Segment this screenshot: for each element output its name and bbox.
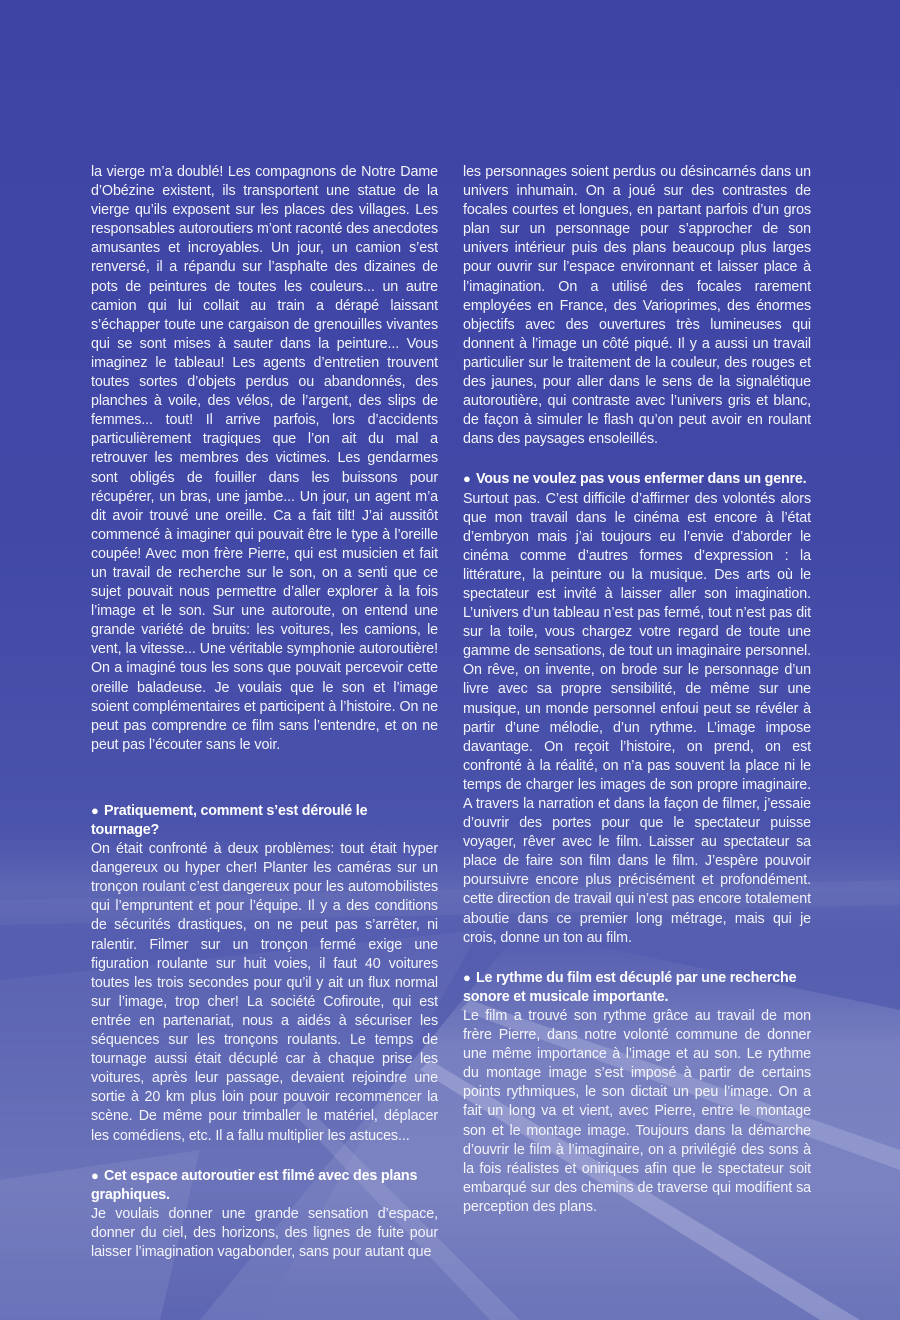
intro-paragraph: la vierge m’a doublé! Les compagnons de Notre Dame d’Obézine existent, ils transportent une statue de la vierge qu’ils exposent sur les places des villages. Les responsables autoroutiers m’ont raconté des anecdotes amusantes et incroyables. Un jour, un camion s’est renversé, il a répandu sur l’asphalte des dizaines de pots de peintures de toutes les couleurs... un autre camion qui lui collait au train a dérapé laissant s’échapper toute une cargaison de grenouilles vivantes qui se sont mises à sauter dans la peinture... Vous imaginez le tableau! Les agents d’entretien trouvent toutes sortes d’objets perdus ou abandonnés, des planches à voile, des vélos, de l’argent, des slips de femmes... tout! Il arrive parfois, lors d’accidents particulièrement tragiques que l’on ait du mal a retrouver les membres des victimes. Les gendarmes sont obligés de fouiller dans les buissons pour récupérer, un bras, une jambe... Un jour, un agent m’a dit avoir trouvé une oreille. Ca a fait tilt! J’ai aussitôt commencé à imaginer qui pouvait être le type à l’oreille coupée! Avec mon frère Pierre, qui est musicien et fait un travail de recherche sur le son, on a senti que ce sujet pouvait nous permettre d’aller explorer à la fois l’image et le son. Sur une autoroute, on entend une grande variété de bruits: les voitures, les camions, le vent, la vitesse... Une véritable symphonie autoroutière! On a imaginé tous les sons que pouvait percevoir cette oreille baladeuse. Je voulais que le son et l’image soient complémentaires et participent à l’histoire. On ne peut pas comprendre ce film sans l’entendre, et on ne peut pas l’écouter sans le voir. bbox=[91, 164, 438, 753]
continuation-paragraph: les personnages soient perdus ou désincarnés dans un univers inhumain. On a joué sur des contrastes de focales courtes et longues, en partant parfois d’un gros plan sur un personnage pour s’approcher de son univers intérieur puis des plans beaucoup plus larges pour ouvrir sur l’espace environnant et laisser place à l’imagination. On a utilisé des focales rarement employées en France, des Varioprimes, des énormes objectifs avec des ouvertures très lumineuses qui donnent à l’image un côté piqué. Il y a aussi un travail particulier sur le traitement de la couleur, des rouges et des jaunes, pour aller dans le sens de la signalétique autoroutière, qui contraste avec l’univers gris et blanc, de façon à simuler le flash qu’on peut avoir en roulant dans des paysages ensoleillés. bbox=[463, 164, 811, 448]
bullet-icon: ● bbox=[91, 1167, 99, 1183]
bullet-icon: ● bbox=[463, 471, 471, 487]
answer-paragraph: Je voulais donner une grande sensation d’espace, donner du ciel, des horizons, des lignes de fuite pour laisser l’imagination vagabonder, sans pour autant que bbox=[91, 1205, 438, 1260]
question-heading bbox=[91, 1166, 438, 1205]
bullet-icon: ● bbox=[463, 969, 471, 985]
answer-paragraph: On était confronté à deux problèmes: tout était hyper dangereux ou hyper cher! Planter les caméras sur un tronçon roulant c’est dangereux pour les automobilistes qui l’empruntent et pour l’équipe. Il y a des conditions de sécurités drastiques, on ne peut pas s’arrêter, ni ralentir. Filmer sur un tronçon fermé exige une figuration roulante sur huit voies, il faut 40 voitures toutes les trois secondes pour qu’il y ait un flux normal sur l’image, trop cher! La société Cofiroute, qui est entrée en partenariat, nous a aidés à sécuriser les séquences sur les tronçons roulants. Le temps de tournage aussi était décuplé car à chaque prise les voitures, après leur passage, devaient rejoindre une sortie à 20 km plus loin pour pouvoir recommencer la scène. De même pour trimballer le matériel, déplacer les comédiens, etc. Il a fallu multiplier les astuces... bbox=[91, 841, 438, 1144]
question-text: Pratiquement, comment s’est déroulé le tournage? bbox=[91, 802, 368, 838]
question-heading bbox=[91, 801, 438, 840]
question-text: Le rythme du film est décuplé par une recherche sonore et musicale importante. bbox=[463, 969, 797, 1005]
question-text: Cet espace autoroutier est filmé avec des plans graphiques. bbox=[91, 1167, 418, 1203]
left-column bbox=[91, 163, 438, 1262]
answer-paragraph: Le film a trouvé son rythme grâce au travail de mon frère Pierre, dans notre volonté commune de donner une même importance à l’image et au son. Le rythme du montage image s’est imposé à partir de certains points rythmiques, le son dictait un peu l’image. On a fait un long va et vient, avec Pierre, entre le montage son et le montage image. Toujours dans la démarche d’ouvrir le film à l’imaginaire, on a privilégié des sons à la fois réalistes et oniriques afin que le spectateur soit embarqué sur des chemins de traverse qui modifient sa perception des plans. bbox=[463, 1007, 811, 1215]
answer-paragraph: Surtout pas. C’est difficile d’affirmer des volontés alors que mon travail dans le cinéma est encore à l’état d’embryon mais j’ai toujours eu l’envie d’aborder le cinéma comme d’autres formes d’expression : la littérature, la peinture ou la musique. Des arts où le spectateur est invité à laisser aller son imagination. L’univers d’un tableau n’est pas fermé, tout n’est pas dit sur la toile, vous chargez votre regard de toute une gamme de sensations, de tout un imaginaire personnel. On rêve, on invente, on brode sur le personnage d’un livre avec sa propre sensibilité, de même sur une musique, un monde personnel enfoui peut se révéler à partir d’une mélodie, d’un rythme. L’image impose davantage. On reçoit l’histoire, on prend, on est confronté à la réalité, on n’a pas souvent la place ni le temps de charger les images de son propre imaginaire. A travers la narration et dans la façon de filmer, j’essaie d’ouvrir des portes pour que le spectateur puisse voyager, rêver avec le film. Laisser au spectateur sa place de faire son film dans le film. J’espère pouvoir poursuivre encore plus précisément et profondément. cette direction de travail qui n’est pas encore totalement aboutie dans ce premier long métrage, mais qui je crois, donne un ton au film. bbox=[463, 490, 811, 946]
question-text: Vous ne voulez pas vous enfermer dans un genre. bbox=[476, 471, 807, 488]
bullet-icon: ● bbox=[91, 802, 99, 818]
question-heading bbox=[463, 469, 811, 489]
question-heading bbox=[463, 968, 811, 1007]
right-column bbox=[463, 163, 811, 1217]
